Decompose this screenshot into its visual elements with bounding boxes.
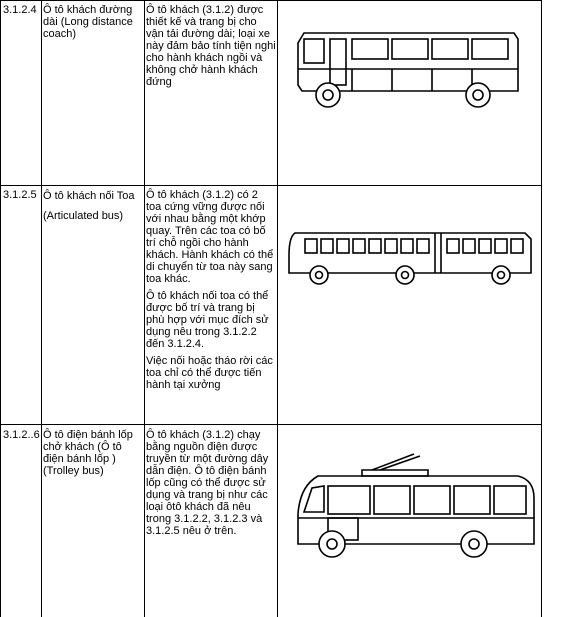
row-divider [0, 185, 542, 186]
column-divider [144, 0, 145, 617]
row-code: 3.1.2..6 [3, 429, 40, 441]
articulated-bus-icon [285, 225, 535, 290]
description-paragraph: Ô tô khách (3.1.2) chạy bằng nguồn điện được truyền từ một đường dây dẫn điện. Ô tô điện bánh lốp cũng có thể được sử dụng và trang bị như các loại ôtô khách đã nêu trong 3.1.2.2, 3.1.2.3 và 3.1.2.5 nêu ở trên. [146, 429, 269, 537]
trolley-bus-icon [288, 452, 540, 565]
row-name [43, 189, 144, 223]
row-name-line: Ô tô khách nối Toa [43, 190, 135, 202]
row-code: 3.1.2.5 [3, 189, 37, 201]
column-divider [41, 0, 42, 617]
row-divider [0, 424, 542, 425]
row-description [146, 189, 276, 396]
row-code: 3.1.2.4 [3, 4, 37, 16]
description-paragraph: Ô tô khách (3.1.2) được thiết kế và trang bị cho vận tải đường dài; loại xe này đảm bảo tính tiện nghi cho hành khách ngồi và không chở hành khách đứng [146, 4, 276, 88]
description-paragraph: Ô tô khách (3.1.2) có 2 toa cứng vững được nối với nhau bằng một khớp quay. Trên các toa có bố trí chỗ ngồi cho hành khách. Hành khách có thể di chuyển từ toa này sang toa khác. [146, 189, 274, 285]
coach-icon [292, 25, 522, 118]
row-description [146, 4, 276, 93]
row-name: Ô tô khách đường dài (Long distance coach) [43, 4, 133, 40]
row-description [146, 429, 276, 542]
description-paragraph: Việc nối hoặc tháo rời các toa chỉ có thể được tiến hành tại xưởng [146, 355, 273, 391]
description-paragraph: Ô tô khách nối toa có thể được bố trí và trang bị phù hợp với mục đích sử dụng nêu trong 3.1.2.2 đến 3.1.2.4. [146, 290, 269, 350]
row-name-line: (Articulated bus) [43, 210, 124, 222]
column-divider [277, 0, 278, 617]
row-name: Ô tô điện bánh lốp chở khách (Ô tô điện bánh lốp ) (Trolley bus) [43, 429, 133, 477]
table-border-top [0, 0, 542, 1]
table-border-right [541, 0, 542, 617]
table-border-left [0, 0, 1, 617]
